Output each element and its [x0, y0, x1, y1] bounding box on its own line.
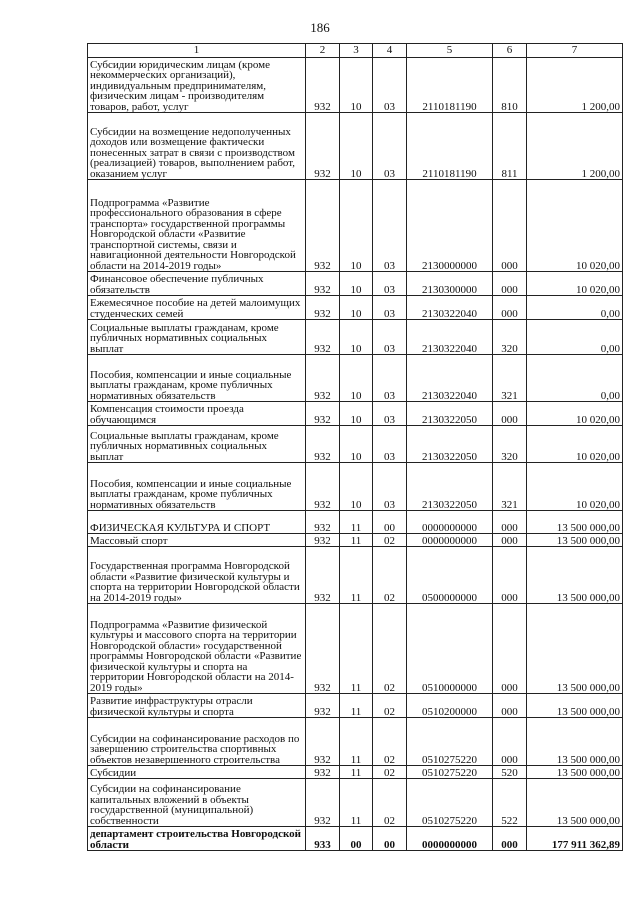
amount-cell: 13 500 000,00 [527, 534, 623, 547]
department-code-cell: 932 [306, 355, 340, 402]
amount-cell: 13 500 000,00 [527, 694, 623, 718]
section-code-cell: 10 [340, 296, 373, 320]
target-article-cell: 2130322050 [407, 426, 493, 463]
department-code-cell: 932 [306, 766, 340, 779]
row-name-cell: Пособия, компенсации и иные социальные выплаты гражданам, кроме публичных нормативных обязательств [88, 463, 306, 511]
row-name-cell: Компенсация стоимости проезда обучающимся [88, 402, 306, 426]
subsection-code-cell: 02 [373, 547, 407, 604]
row-name-cell: Субсидии на софинансирование расходов по завершению строительства спортивных объектов незавершенного строительства [88, 718, 306, 766]
page-number: 186 [310, 20, 330, 35]
target-article-cell: 2130322050 [407, 463, 493, 511]
column-header: 6 [493, 44, 527, 58]
expense-type-cell: 000 [493, 694, 527, 718]
amount-cell: 0,00 [527, 296, 623, 320]
department-code-cell: 932 [306, 511, 340, 534]
section-code-cell: 11 [340, 694, 373, 718]
section-code-cell: 10 [340, 272, 373, 296]
expense-type-cell: 000 [493, 604, 527, 694]
amount-cell: 13 500 000,00 [527, 779, 623, 827]
expense-type-cell: 522 [493, 779, 527, 827]
department-code-cell: 932 [306, 426, 340, 463]
table-row [88, 694, 623, 718]
expense-type-cell: 000 [493, 511, 527, 534]
amount-cell: 10 020,00 [527, 272, 623, 296]
subsection-code-cell: 02 [373, 694, 407, 718]
section-code-cell: 11 [340, 511, 373, 534]
expense-type-cell: 811 [493, 113, 527, 180]
table-row [88, 534, 623, 547]
target-article-cell: 2130322040 [407, 296, 493, 320]
column-header: 5 [407, 44, 493, 58]
column-header: 7 [527, 44, 623, 58]
section-code-cell: 11 [340, 779, 373, 827]
department-code-cell: 932 [306, 547, 340, 604]
target-article-cell: 2110181190 [407, 113, 493, 180]
row-name-cell: Пособия, компенсации и иные социальные выплаты гражданам, кроме публичных нормативных обязательств [88, 355, 306, 402]
expense-type-cell: 321 [493, 355, 527, 402]
expense-type-cell: 000 [493, 827, 527, 851]
section-code-cell: 10 [340, 320, 373, 355]
target-article-cell: 0000000000 [407, 827, 493, 851]
department-code-cell: 933 [306, 827, 340, 851]
department-code-cell: 932 [306, 58, 340, 113]
subsection-code-cell: 02 [373, 604, 407, 694]
expense-type-cell: 000 [493, 718, 527, 766]
table-row [88, 827, 623, 851]
amount-cell: 1 200,00 [527, 113, 623, 180]
amount-cell: 13 500 000,00 [527, 766, 623, 779]
column-header: 3 [340, 44, 373, 58]
column-header: 2 [306, 44, 340, 58]
department-code-cell: 932 [306, 694, 340, 718]
target-article-cell: 2130000000 [407, 180, 493, 272]
subsection-code-cell: 00 [373, 827, 407, 851]
expense-type-cell: 000 [493, 534, 527, 547]
target-article-cell: 0000000000 [407, 511, 493, 534]
section-code-cell: 11 [340, 547, 373, 604]
department-code-cell: 932 [306, 296, 340, 320]
department-code-cell: 932 [306, 320, 340, 355]
expense-type-cell: 321 [493, 463, 527, 511]
section-code-cell: 10 [340, 355, 373, 402]
amount-cell: 10 020,00 [527, 426, 623, 463]
row-name-cell: Субсидии на возмещение недополученных доходов или возмещение фактически понесенных затрат в связи с производством (реализацией) товаров, выполнением работ, оказанием услуг [88, 113, 306, 180]
target-article-cell: 2110181190 [407, 58, 493, 113]
row-name-cell: Субсидии юридическим лицам (кроме некоммерческих организаций), индивидуальным предпринимателям, физическим лицам - производителям товаров, работ, услуг [88, 58, 306, 113]
column-number-row [88, 44, 623, 58]
row-name-cell: Развитие инфраструктуры отрасли физической культуры и спорта [88, 694, 306, 718]
row-name-cell: Ежемесячное пособие на детей малоимущих студенческих семей [88, 296, 306, 320]
row-name-cell: Субсидии [88, 766, 306, 779]
amount-cell: 13 500 000,00 [527, 511, 623, 534]
amount-cell: 10 020,00 [527, 180, 623, 272]
amount-cell: 10 020,00 [527, 402, 623, 426]
target-article-cell: 2130322040 [407, 355, 493, 402]
amount-cell: 0,00 [527, 320, 623, 355]
department-code-cell: 932 [306, 779, 340, 827]
target-article-cell: 0510275220 [407, 718, 493, 766]
table-row [88, 320, 623, 355]
expense-type-cell: 320 [493, 426, 527, 463]
target-article-cell: 0510275220 [407, 766, 493, 779]
section-code-cell: 10 [340, 180, 373, 272]
table-row [88, 402, 623, 426]
subsection-code-cell: 03 [373, 320, 407, 355]
amount-cell: 177 911 362,89 [527, 827, 623, 851]
table-row [88, 426, 623, 463]
row-name-cell: Социальные выплаты гражданам, кроме публичных нормативных социальных выплат [88, 426, 306, 463]
expense-type-cell: 000 [493, 296, 527, 320]
subsection-code-cell: 02 [373, 534, 407, 547]
table-row [88, 604, 623, 694]
amount-cell: 13 500 000,00 [527, 604, 623, 694]
subsection-code-cell: 03 [373, 402, 407, 426]
subsection-code-cell: 00 [373, 511, 407, 534]
table-row [88, 355, 623, 402]
department-code-cell: 932 [306, 718, 340, 766]
subsection-code-cell: 03 [373, 296, 407, 320]
subsection-code-cell: 03 [373, 113, 407, 180]
section-code-cell: 10 [340, 426, 373, 463]
amount-cell: 13 500 000,00 [527, 547, 623, 604]
row-name-cell: департамент строительства Новгородской области [88, 827, 306, 851]
table-row [88, 272, 623, 296]
table-row [88, 547, 623, 604]
subsection-code-cell: 03 [373, 272, 407, 296]
section-code-cell: 11 [340, 766, 373, 779]
subsection-code-cell: 02 [373, 766, 407, 779]
table-row [88, 511, 623, 534]
section-code-cell: 10 [340, 463, 373, 511]
section-code-cell: 10 [340, 113, 373, 180]
subsection-code-cell: 03 [373, 355, 407, 402]
target-article-cell: 2130322050 [407, 402, 493, 426]
table-row [88, 779, 623, 827]
subsection-code-cell: 03 [373, 58, 407, 113]
column-header: 1 [88, 44, 306, 58]
target-article-cell: 0000000000 [407, 534, 493, 547]
table-row [88, 766, 623, 779]
expense-type-cell: 000 [493, 272, 527, 296]
section-code-cell: 11 [340, 604, 373, 694]
subsection-code-cell: 02 [373, 718, 407, 766]
row-name-cell: ФИЗИЧЕСКАЯ КУЛЬТУРА И СПОРТ [88, 511, 306, 534]
amount-cell: 0,00 [527, 355, 623, 402]
subsection-code-cell: 03 [373, 426, 407, 463]
section-code-cell: 11 [340, 718, 373, 766]
department-code-cell: 932 [306, 180, 340, 272]
department-code-cell: 932 [306, 534, 340, 547]
section-code-cell: 00 [340, 827, 373, 851]
subsection-code-cell: 02 [373, 779, 407, 827]
row-name-cell: Подпрограмма «Развитие профессионального образования в сфере транспорта» государственной программы Новгородской области «Развитие транспортной системы, связи и навигационной деятельности Новгородской области на 2014-2019 годы» [88, 180, 306, 272]
row-name-cell: Финансовое обеспечение публичных обязательств [88, 272, 306, 296]
section-code-cell: 11 [340, 534, 373, 547]
department-code-cell: 932 [306, 604, 340, 694]
subsection-code-cell: 03 [373, 180, 407, 272]
budget-table [87, 43, 623, 851]
subsection-code-cell: 03 [373, 463, 407, 511]
row-name-cell: Массовый спорт [88, 534, 306, 547]
department-code-cell: 932 [306, 272, 340, 296]
target-article-cell: 2130300000 [407, 272, 493, 296]
row-name-cell: Подпрограмма «Развитие физической культуры и массового спорта на территории Новгородской области» государственной программы Новгородской области «Развитие физической культуры и спорта на территории Новгородской области на 2014-2019 годы» [88, 604, 306, 694]
department-code-cell: 932 [306, 463, 340, 511]
expense-type-cell: 000 [493, 547, 527, 604]
section-code-cell: 10 [340, 402, 373, 426]
amount-cell: 10 020,00 [527, 463, 623, 511]
expense-type-cell: 810 [493, 58, 527, 113]
row-name-cell: Субсидии на софинансирование капитальных вложений в объекты государственной (муниципальной) собственности [88, 779, 306, 827]
target-article-cell: 0510275220 [407, 779, 493, 827]
column-header: 4 [373, 44, 407, 58]
target-article-cell: 0510200000 [407, 694, 493, 718]
amount-cell: 13 500 000,00 [527, 718, 623, 766]
table-row [88, 113, 623, 180]
expense-type-cell: 000 [493, 402, 527, 426]
row-name-cell: Государственная программа Новгородской области «Развитие физической культуры и спорта на территории Новгородской области на 2014-2019 годы» [88, 547, 306, 604]
expense-type-cell: 320 [493, 320, 527, 355]
table-row [88, 718, 623, 766]
expense-type-cell: 000 [493, 180, 527, 272]
row-name-cell: Социальные выплаты гражданам, кроме публичных нормативных социальных выплат [88, 320, 306, 355]
expense-type-cell: 520 [493, 766, 527, 779]
section-code-cell: 10 [340, 58, 373, 113]
table-row [88, 296, 623, 320]
target-article-cell: 2130322040 [407, 320, 493, 355]
target-article-cell: 0500000000 [407, 547, 493, 604]
table-row [88, 180, 623, 272]
amount-cell: 1 200,00 [527, 58, 623, 113]
department-code-cell: 932 [306, 402, 340, 426]
table-row [88, 463, 623, 511]
table-row [88, 58, 623, 113]
department-code-cell: 932 [306, 113, 340, 180]
target-article-cell: 0510000000 [407, 604, 493, 694]
